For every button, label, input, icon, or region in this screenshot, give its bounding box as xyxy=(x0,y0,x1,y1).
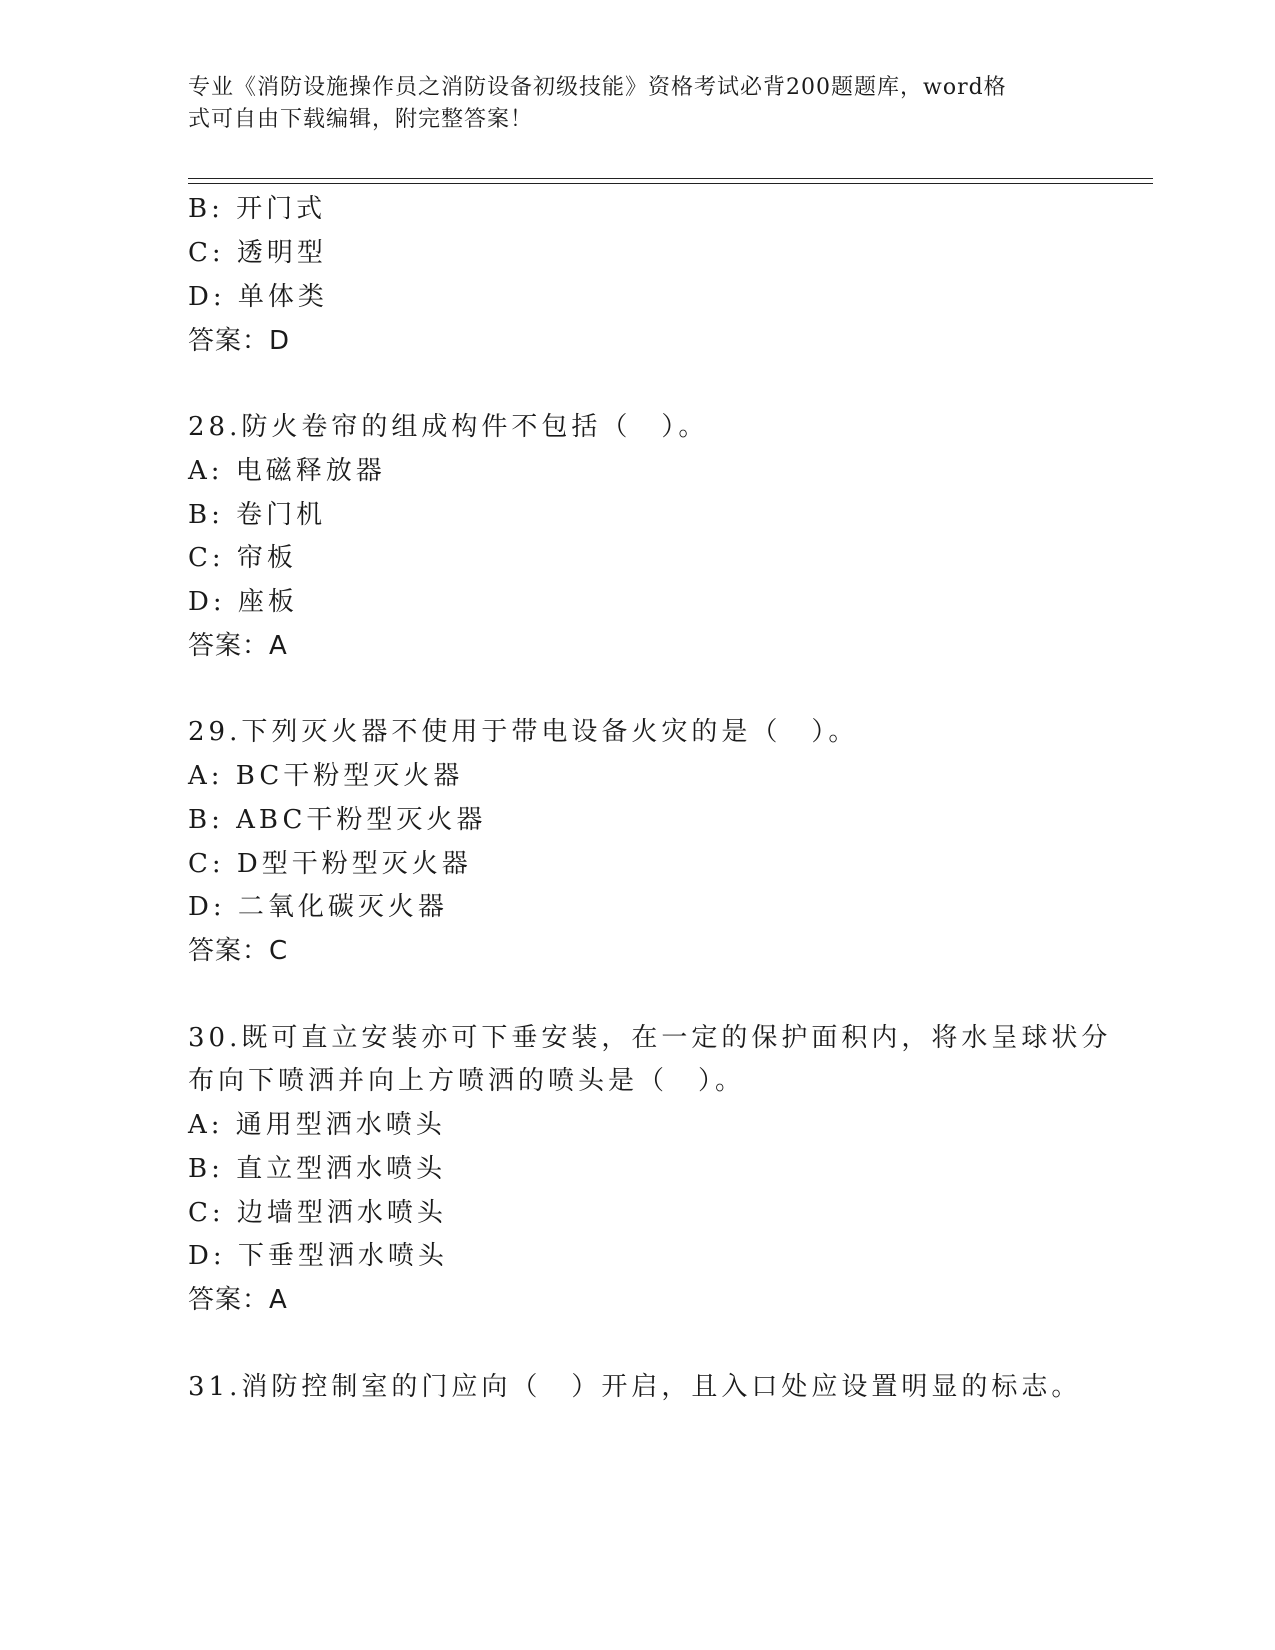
header-line-2: 式可自由下载编辑，附完整答案！ xyxy=(188,107,534,132)
q30-option-d: D: 下垂型洒水喷头 xyxy=(188,1241,448,1271)
q31-question: 31.消防控制室的门应向（ ）开启，且入口处应设置明显的标志。 xyxy=(188,1372,1082,1402)
header-divider-bottom xyxy=(188,183,1153,184)
header-divider-top xyxy=(188,178,1153,179)
q27-answer: 答案：D xyxy=(188,326,291,356)
q29-question: 29.下列灭火器不使用于带电设备火灾的是（ ）。 xyxy=(188,717,859,747)
q27-option-c: C: 透明型 xyxy=(188,238,327,268)
q27-option-b: B: 开门式 xyxy=(188,194,327,224)
header-line-1: 专业《消防设施操作员之消防设备初级技能》资格考试必背200题题库，word格 xyxy=(188,75,1007,100)
q30-option-c: C: 边墙型洒水喷头 xyxy=(188,1198,447,1228)
q30-option-b: B: 直立型洒水喷头 xyxy=(188,1154,447,1184)
q27-option-d: D: 单体类 xyxy=(188,282,328,312)
q30-question-line-1: 30.既可直立安装亦可下垂安装，在一定的保护面积内，将水呈球状分 xyxy=(188,1023,1112,1053)
q28-answer: 答案：A xyxy=(188,631,288,661)
q28-option-c: C: 帘板 xyxy=(188,543,297,573)
document-header xyxy=(188,72,1068,136)
q29-option-c: C: D型干粉型灭火器 xyxy=(188,849,472,879)
q30-answer: 答案：A xyxy=(188,1285,288,1315)
q30-option-a: A: 通用型洒水喷头 xyxy=(188,1110,446,1140)
q29-answer: 答案：C xyxy=(188,936,289,966)
q29-option-d: D: 二氧化碳灭火器 xyxy=(188,892,448,922)
q29-option-a: A: BC干粉型灭火器 xyxy=(188,761,464,791)
q30-question-line-2: 布向下喷洒并向上方喷洒的喷头是（ ）。 xyxy=(188,1066,746,1096)
q28-option-d: D: 座板 xyxy=(188,587,298,617)
q28-question: 28.防火卷帘的组成构件不包括（ ）。 xyxy=(188,412,709,442)
q28-option-a: A: 电磁释放器 xyxy=(188,456,386,486)
q28-option-b: B: 卷门机 xyxy=(188,500,327,530)
q29-option-b: B: ABC干粉型灭火器 xyxy=(188,805,487,835)
